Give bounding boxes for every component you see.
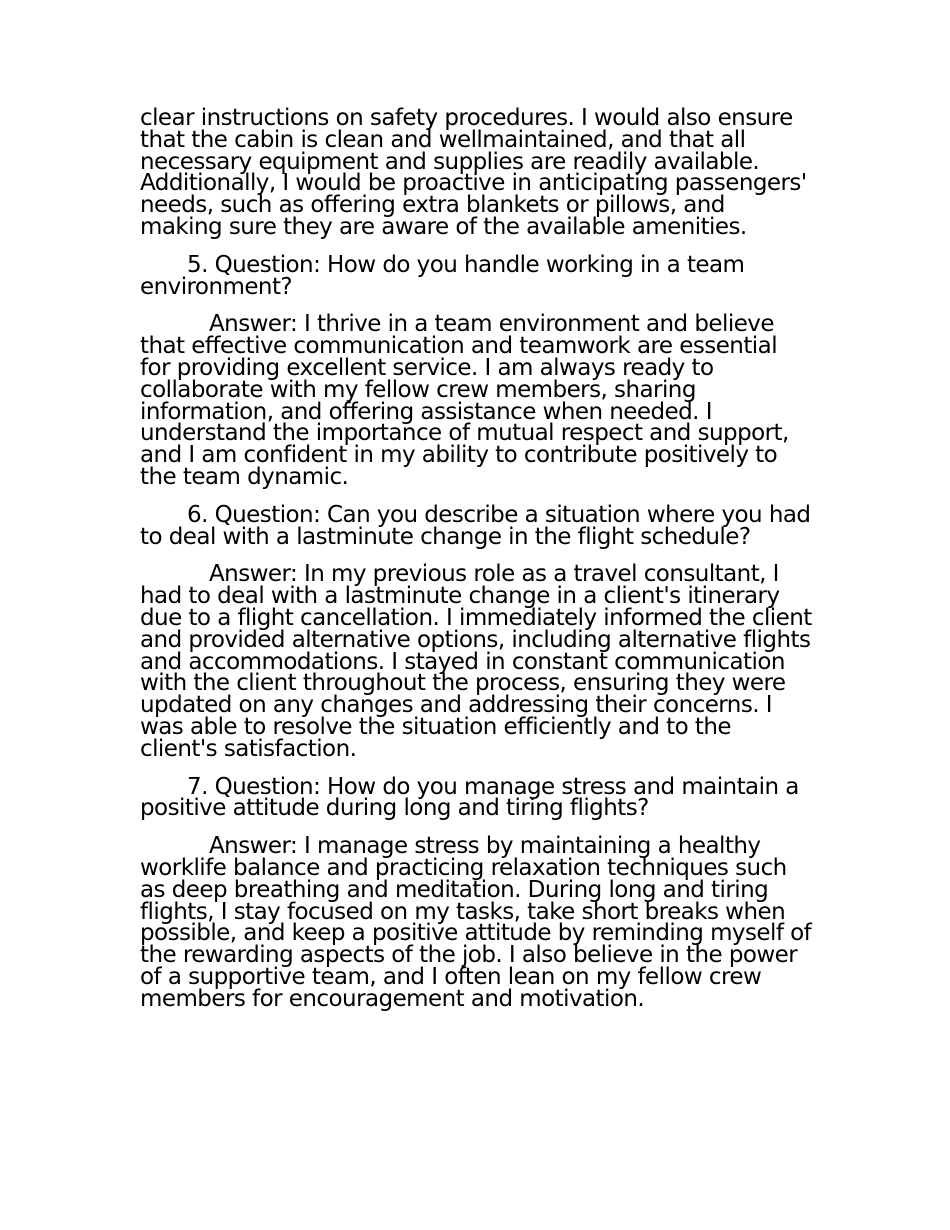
answer-7: Answer: I manage stress by maintaining a healthy worklife balance and practicing relaxation techniques such as deep breathing and meditation. During long and tiring flights, I stay focused on my tasks, take short breaks when possible, and keep a positive attitude by reminding myself of the rewarding aspects of the job. I also believe in the power of a supportive team, and I often lean on my fellow crew members for encouragement and motivation.: [140, 833, 812, 1012]
question-6: 6. Question: Can you describe a situation where you had to deal with a lastminute change in the flight schedule?: [140, 501, 811, 550]
answer-6: Answer: In my previous role as a travel consultant, I had to deal with a lastminute change in a client's itinerary due to a flight cancellation. I immediately informed the client and provided alternative options, including alternative flights and accommodations. I stayed in constant communication with the client throughout the process, ensuring they were updated on any changes and addressing their concerns. I was able to resolve the situation efficiently and to the client's satisfaction.: [140, 561, 812, 762]
answer-4-continuation: clear instructions on safety procedures. I would also ensure that the cabin is clean and wellmaintained, and that all necessary equipment and supplies are readily available. Additionally, I would be proactive in anticipating passengers' needs, such as offering extra blankets or pillows, and making sure they are aware of the available amenities.: [140, 105, 807, 240]
question-5: 5. Question: How do you handle working in a team environment?: [140, 251, 745, 300]
document-body: [140, 105, 812, 1012]
answer-5: Answer: I thrive in a team environment and believe that effective communication and teamwork are essential for providing excellent service. I am always ready to collaborate with my fellow crew members, sharing information, and offering assistance when needed. I understand the importance of mutual respect and support, and I am confident in my ability to contribute positively to the team dynamic.: [140, 311, 789, 490]
question-7: 7. Question: How do you manage stress and maintain a positive attitude during long and tiring flights?: [140, 773, 799, 822]
